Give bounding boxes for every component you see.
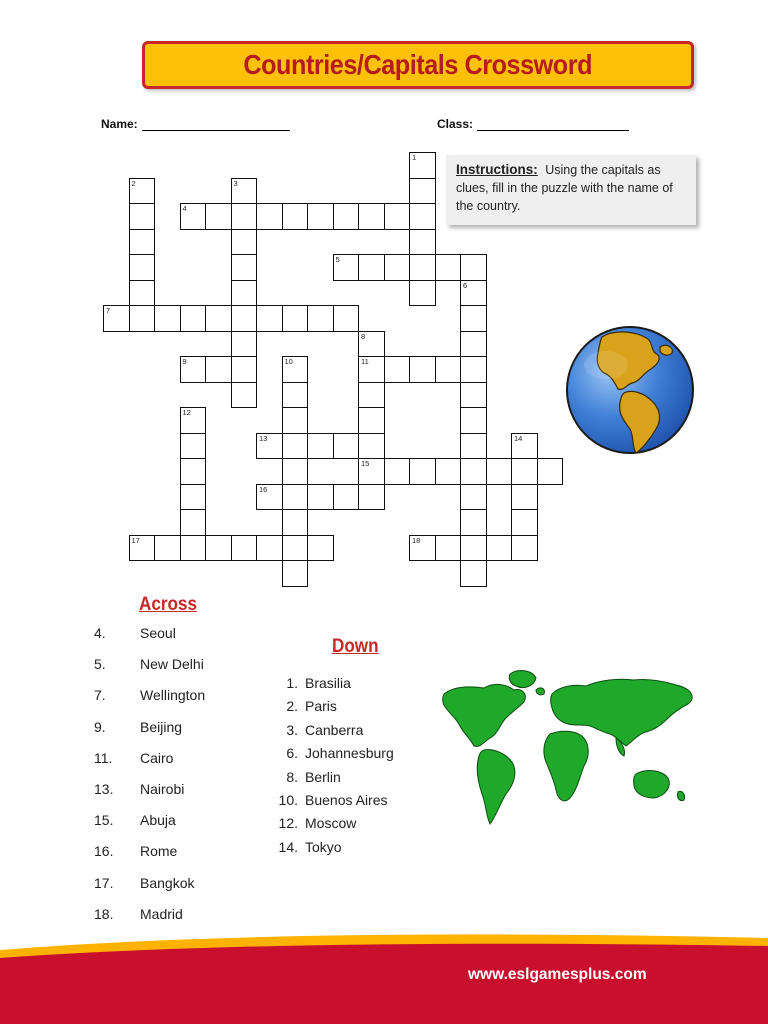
crossword-cell[interactable] [486, 535, 513, 562]
cell-number: 5 [335, 255, 340, 264]
crossword-cell[interactable] [129, 203, 156, 230]
crossword-cell[interactable] [460, 509, 487, 536]
across-clue [94, 906, 274, 924]
crossword-cell[interactable] [256, 484, 283, 511]
name-label: Name: [101, 117, 138, 131]
crossword-cell[interactable] [256, 203, 283, 230]
crossword-cell[interactable] [180, 407, 207, 434]
cell-number: 4 [182, 204, 187, 213]
crossword-cell[interactable] [180, 458, 207, 485]
clue-text: Paris [305, 698, 337, 715]
clue-number: 2. [286, 698, 298, 715]
clue-text: Beijing [140, 718, 183, 735]
footer-band [0, 932, 768, 1024]
crossword-cell[interactable] [256, 433, 283, 460]
crossword-cell[interactable] [435, 254, 462, 281]
crossword-cell[interactable] [282, 356, 309, 383]
clue-text: Cairo [140, 749, 174, 766]
footer-url[interactable]: www.eslgamesplus.com [468, 966, 647, 983]
cell-number: 8 [361, 331, 366, 341]
clue-number: 1. [286, 675, 298, 691]
crossword-cell[interactable] [409, 280, 436, 307]
across-clue [94, 812, 274, 830]
clue-text: Bangkok [140, 874, 195, 891]
crossword-cell[interactable] [103, 305, 130, 332]
cell-number: 7 [106, 306, 111, 315]
crossword-cell[interactable] [154, 535, 181, 562]
crossword-cell[interactable] [307, 203, 334, 230]
crossword-cell[interactable] [460, 331, 487, 358]
crossword-cell[interactable] [358, 458, 385, 485]
crossword-cell[interactable] [333, 433, 360, 460]
clue-text: Brasilia [305, 675, 351, 691]
clue-number: 3. [286, 721, 298, 738]
crossword-cell[interactable] [537, 458, 564, 485]
clue-text: Berlin [305, 768, 341, 785]
crossword-cell[interactable] [205, 203, 232, 230]
instructions-text: Using the capitals as clues, fill in the puzzle with the name of the country. [456, 163, 673, 213]
crossword-cell[interactable] [460, 356, 487, 383]
down-clue [276, 722, 436, 740]
crossword-cell[interactable] [460, 382, 487, 409]
crossword-cell[interactable] [307, 535, 334, 562]
crossword-cell[interactable] [333, 203, 360, 230]
crossword-cell[interactable] [333, 484, 360, 511]
page-title: Countries/Capitals Crossword [243, 49, 593, 80]
class-field[interactable] [437, 117, 629, 131]
down-clue [276, 675, 436, 693]
down-clue [276, 745, 436, 763]
across-heading: Across [139, 594, 197, 615]
cell-number: 1 [412, 153, 417, 162]
clue-text: Moscow [305, 815, 357, 832]
clue-text: Wellington [140, 687, 206, 704]
crossword-cell[interactable] [384, 254, 411, 281]
instructions-box [446, 155, 696, 225]
crossword-cell[interactable] [307, 433, 334, 460]
crossword-cell[interactable] [511, 509, 538, 536]
crossword-cell[interactable] [205, 305, 232, 332]
crossword-cell[interactable] [231, 178, 258, 205]
crossword-cell[interactable] [256, 305, 283, 332]
across-clue [94, 625, 274, 643]
clue-number: 18. [94, 905, 114, 922]
clue-number: 10. [278, 792, 298, 808]
crossword-cell[interactable] [282, 382, 309, 409]
crossword-cell[interactable] [409, 458, 436, 485]
crossword-cell[interactable] [231, 254, 258, 281]
crossword-cell[interactable] [154, 305, 181, 332]
crossword-cell[interactable] [358, 254, 385, 281]
across-clue [94, 750, 274, 768]
cell-number: 18 [412, 535, 421, 545]
crossword-cell[interactable] [282, 560, 309, 587]
crossword-cell[interactable] [333, 254, 360, 281]
class-line[interactable] [477, 118, 629, 131]
clue-text: Tokyo [305, 838, 342, 855]
cell-number: 11 [361, 357, 369, 366]
clue-text: New Delhi [140, 656, 204, 673]
crossword-cell[interactable] [180, 535, 207, 562]
crossword-cell[interactable] [409, 178, 436, 205]
crossword-cell[interactable] [409, 254, 436, 281]
clue-number: 5. [94, 656, 106, 673]
clue-number: 7. [94, 687, 106, 704]
clue-number: 9. [94, 718, 106, 735]
crossword-cell[interactable] [231, 331, 258, 358]
crossword-cell[interactable] [384, 356, 411, 383]
cell-number: 3 [233, 178, 238, 188]
instructions-heading: Instructions: [456, 162, 538, 177]
clue-number: 12. [278, 815, 298, 832]
crossword-cell[interactable] [129, 229, 156, 256]
crossword-cell[interactable] [231, 305, 258, 332]
clue-number: 4. [94, 625, 106, 641]
crossword-cell[interactable] [460, 484, 487, 511]
crossword-cell[interactable] [460, 254, 487, 281]
crossword-cell[interactable] [486, 458, 513, 485]
crossword-cell[interactable] [435, 458, 462, 485]
crossword-cell[interactable] [180, 509, 207, 536]
across-clue [94, 656, 274, 674]
crossword-cell[interactable] [358, 203, 385, 230]
crossword-cell[interactable] [282, 509, 309, 536]
crossword-cell[interactable] [333, 305, 360, 332]
crossword-cell[interactable] [307, 305, 334, 332]
crossword-cell[interactable] [205, 535, 232, 562]
across-clue [94, 687, 274, 705]
crossword-cell[interactable] [129, 535, 156, 562]
crossword-cell[interactable] [180, 305, 207, 332]
down-clue [276, 769, 436, 787]
down-clue [276, 815, 436, 833]
crossword-cell[interactable] [180, 203, 207, 230]
down-clue [276, 698, 436, 716]
globe-icon [562, 325, 702, 457]
crossword-cell[interactable] [256, 535, 283, 562]
name-field[interactable] [101, 117, 290, 131]
clue-number: 6. [286, 745, 298, 762]
clue-number: 13. [94, 781, 114, 797]
crossword-cell[interactable] [435, 356, 462, 383]
name-line[interactable] [142, 118, 290, 131]
crossword-cell[interactable] [129, 254, 156, 281]
crossword-cell[interactable] [231, 280, 258, 307]
across-clue [94, 843, 274, 861]
crossword-cell[interactable] [231, 535, 258, 562]
crossword-cell[interactable] [358, 356, 385, 383]
crossword-cell[interactable] [358, 382, 385, 409]
crossword-cell[interactable] [129, 305, 156, 332]
crossword-cell[interactable] [358, 484, 385, 511]
class-label: Class: [437, 117, 474, 131]
crossword-cell[interactable] [129, 280, 156, 307]
across-clue [94, 781, 274, 799]
cell-number: 15 [361, 459, 370, 468]
crossword-cell[interactable] [307, 484, 334, 511]
world-map-icon [440, 664, 704, 832]
crossword-cell[interactable] [282, 203, 309, 230]
cell-number: 2 [131, 178, 136, 188]
crossword-cell[interactable] [511, 433, 538, 460]
crossword-cell[interactable] [282, 407, 309, 434]
cell-number: 17 [131, 535, 140, 545]
clue-text: Nairobi [140, 781, 185, 797]
clue-number: 11. [94, 749, 113, 766]
cell-number: 9 [182, 357, 187, 366]
crossword-cell[interactable] [231, 229, 258, 256]
cell-number: 13 [259, 433, 268, 443]
clue-text: Abuja [140, 812, 176, 829]
crossword-cell[interactable] [282, 484, 309, 511]
cell-number: 10 [284, 357, 293, 366]
clue-number: 16. [94, 843, 114, 860]
clue-number: 17. [94, 874, 114, 891]
crossword-cell[interactable] [460, 458, 487, 485]
crossword-cell[interactable] [435, 535, 462, 562]
crossword-cell[interactable] [511, 484, 538, 511]
clue-number: 14. [278, 838, 298, 855]
clue-text: Madrid [140, 905, 183, 922]
cell-number: 12 [182, 408, 191, 417]
clue-text: Canberra [305, 721, 364, 738]
crossword-cell[interactable] [282, 305, 309, 332]
clue-text: Buenos Aires [305, 792, 388, 808]
cell-number: 6 [463, 280, 468, 290]
crossword-cell[interactable] [180, 356, 207, 383]
crossword-cell[interactable] [460, 305, 487, 332]
crossword-cell[interactable] [511, 535, 538, 562]
crossword-cell[interactable] [358, 331, 385, 358]
crossword-cell[interactable] [358, 433, 385, 460]
crossword-cell[interactable] [180, 484, 207, 511]
across-clue [94, 719, 274, 737]
title-banner [142, 41, 694, 89]
crossword-cell[interactable] [129, 178, 156, 205]
crossword-cell[interactable] [384, 203, 411, 230]
clue-text: Rome [140, 843, 178, 860]
crossword-cell[interactable] [409, 356, 436, 383]
crossword-cell[interactable] [231, 356, 258, 383]
down-heading: Down [332, 636, 379, 657]
cell-number: 16 [259, 484, 268, 494]
crossword-cell[interactable] [180, 433, 207, 460]
crossword-cell[interactable] [282, 433, 309, 460]
crossword-cell[interactable] [409, 229, 436, 256]
crossword-cell[interactable] [460, 560, 487, 587]
crossword-cell[interactable] [231, 203, 258, 230]
crossword-cell[interactable] [460, 433, 487, 460]
across-clue [94, 875, 274, 893]
crossword-cell[interactable] [511, 458, 538, 485]
clue-text: Seoul [140, 625, 176, 641]
crossword-cell[interactable] [409, 152, 436, 179]
crossword-cell[interactable] [460, 280, 487, 307]
crossword-cell[interactable] [409, 203, 436, 230]
crossword-cell[interactable] [460, 535, 487, 562]
crossword-cell[interactable] [358, 407, 385, 434]
cell-number: 14 [514, 433, 523, 443]
crossword-cell[interactable] [205, 356, 232, 383]
crossword-cell[interactable] [282, 458, 309, 485]
crossword-cell[interactable] [282, 535, 309, 562]
clue-number: 15. [94, 812, 114, 829]
crossword-cell[interactable] [231, 382, 258, 409]
clue-text: Johannesburg [305, 745, 394, 762]
down-clue [276, 792, 436, 810]
crossword-cell[interactable] [384, 458, 411, 485]
down-clue [276, 839, 436, 857]
clue-number: 8. [286, 768, 298, 785]
crossword-cell[interactable] [460, 407, 487, 434]
crossword-cell[interactable] [409, 535, 436, 562]
